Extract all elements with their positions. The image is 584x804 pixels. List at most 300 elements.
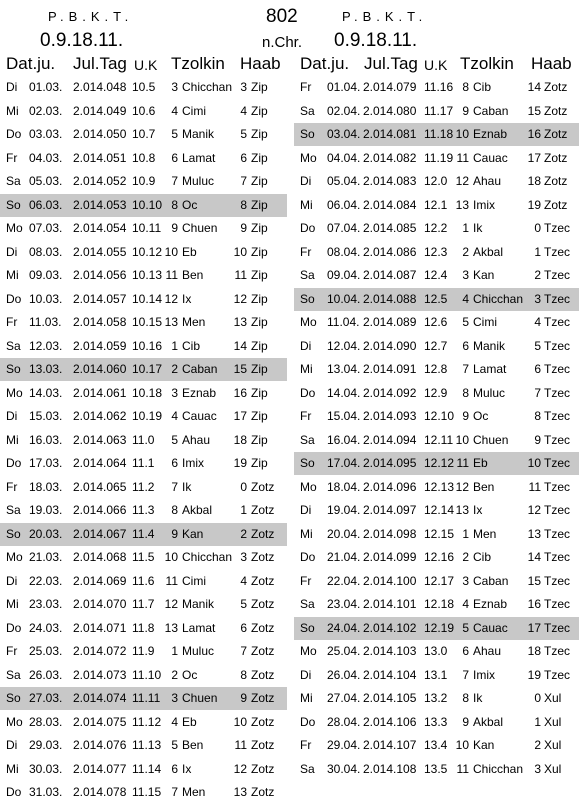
haab-name: Zip (251, 338, 268, 353)
date: 15.03. (29, 409, 63, 423)
date: 08.04. (327, 244, 361, 259)
uk-value: 10.18 (132, 385, 163, 400)
haab-name: Tzec (544, 526, 571, 541)
haab-number: 5 (240, 127, 247, 141)
uk-value: 12.19 (424, 620, 455, 635)
tzolkin-number: 4 (462, 597, 469, 611)
haab-name: Zip (251, 221, 268, 235)
uk-value: 11.19 (424, 150, 454, 165)
julian-day: 2.014.074 (73, 691, 127, 705)
julian-day: 2.014.059 (73, 338, 127, 353)
date: 15.04. (327, 409, 361, 423)
tzolkin-number: 6 (171, 456, 178, 470)
uk-value: 11.17 (424, 103, 454, 118)
haab-number: 0 (534, 691, 541, 705)
uk-value: 11.11 (132, 691, 161, 705)
uk-value: 10.11 (132, 221, 162, 235)
weekday: Do (6, 127, 22, 141)
julian-day: 2.014.095 (363, 456, 417, 470)
uk-value: 11.10 (132, 667, 162, 682)
tzolkin-name: Manik (473, 338, 506, 353)
tzolkin-name: Muluc (182, 174, 215, 188)
tzolkin-name: Eznab (473, 597, 508, 611)
haab-name: Zotz (251, 597, 275, 611)
left-calendar-row (0, 100, 287, 123)
tzolkin-number: 11 (456, 150, 469, 165)
date: 21.04. (327, 550, 361, 564)
tzolkin-name: Muluc (473, 385, 506, 400)
right-calendar-row (294, 311, 579, 334)
tzolkin-number: 1 (462, 221, 469, 235)
left-calendar-row (0, 194, 287, 217)
uk-value: 12.18 (424, 597, 455, 611)
haab-name: Xul (544, 761, 562, 776)
right-calendar-row (294, 711, 579, 734)
haab-name: Zotz (251, 738, 275, 752)
uk-value: 11.4 (132, 526, 155, 541)
uk-value: 12.3 (424, 244, 448, 259)
date: 11.03. (29, 315, 62, 329)
julian-day: 2.014.050 (73, 127, 127, 141)
tzolkin-number: 5 (462, 620, 469, 635)
tzolkin-number: 10 (164, 244, 178, 259)
haab-number: 8 (534, 409, 541, 423)
right-col-header-uk: U.K (424, 57, 448, 73)
date: 01.03. (29, 80, 63, 94)
weekday: Mo (300, 644, 317, 658)
left-calendar-row (0, 382, 287, 405)
date: 16.04. (327, 432, 361, 447)
julian-day: 2.014.097 (363, 503, 417, 517)
weekday: Do (300, 550, 316, 564)
date: 27.04. (327, 691, 361, 705)
haab-number: 0 (534, 221, 541, 235)
year: 802 (266, 6, 298, 27)
date: 11.04. (327, 315, 360, 329)
date: 19.03. (29, 503, 63, 517)
haab-number: 7 (534, 385, 541, 400)
weekday: Fr (6, 479, 18, 494)
tzolkin-number: 13 (164, 620, 178, 635)
haab-name: Xul (544, 738, 562, 752)
haab-number: 10 (527, 456, 541, 470)
date: 23.04. (327, 597, 361, 611)
tzolkin-number: 8 (171, 503, 178, 517)
haab-name: Tzec (544, 221, 571, 235)
tzolkin-number: 4 (462, 291, 469, 306)
tzolkin-name: Eb (473, 456, 488, 470)
uk-value: 10.14 (132, 291, 163, 306)
tzolkin-name: Muluc (182, 644, 215, 658)
tzolkin-name: Eznab (182, 385, 217, 400)
haab-number: 2 (534, 738, 541, 752)
julian-day: 2.014.091 (363, 362, 417, 376)
julian-day: 2.014.056 (73, 268, 127, 282)
uk-value: 11.5 (132, 550, 155, 564)
tzolkin-name: Eb (182, 714, 197, 729)
haab-name: Zotz (251, 644, 275, 658)
julian-day: 2.014.069 (73, 573, 127, 588)
haab-name: Zotz (544, 103, 568, 118)
haab-name: Zotz (544, 150, 568, 165)
julian-day: 2.014.101 (363, 597, 417, 611)
tzolkin-number: 7 (462, 362, 469, 376)
left-calendar-row (0, 758, 287, 781)
right-calendar-row (294, 335, 579, 358)
date: 12.04. (327, 338, 361, 353)
tzolkin-name: Cimi (182, 573, 206, 588)
haab-name: Zip (251, 197, 268, 212)
left-calendar-row (0, 335, 287, 358)
julian-day: 2.014.066 (73, 503, 127, 517)
julian-day: 2.014.072 (73, 644, 127, 658)
haab-number: 3 (240, 80, 247, 94)
tzolkin-name: Men (182, 315, 206, 329)
weekday: Sa (300, 268, 315, 282)
date: 04.04. (327, 150, 361, 165)
uk-value: 10.19 (132, 409, 163, 423)
left-long-count: 0.9.18.11. (40, 30, 124, 51)
haab-number: 11 (234, 738, 247, 752)
date: 09.04. (327, 268, 361, 282)
uk-value: 11.0 (132, 432, 155, 447)
haab-name: Zip (251, 315, 268, 329)
date: 10.03. (29, 291, 63, 306)
right-long-count: 0.9.18.11. (334, 30, 418, 51)
haab-number: 9 (240, 691, 247, 705)
tzolkin-name: Ik (473, 691, 483, 705)
tzolkin-number: 7 (462, 667, 469, 682)
left-calendar-row (0, 452, 287, 475)
tzolkin-number: 2 (462, 550, 469, 564)
julian-day: 2.014.049 (73, 103, 127, 118)
haab-number: 9 (534, 432, 541, 447)
left-calendar-row (0, 523, 287, 546)
tzolkin-number: 9 (171, 526, 178, 541)
uk-value: 11.12 (132, 714, 162, 729)
date: 28.04. (327, 714, 361, 729)
tzolkin-name: Cimi (182, 103, 206, 118)
haab-number: 12 (527, 503, 541, 517)
julian-day: 2.014.080 (363, 103, 417, 118)
haab-name: Zotz (251, 503, 275, 517)
uk-value: 12.15 (424, 526, 455, 541)
julian-day: 2.014.088 (363, 291, 417, 306)
weekday: Mo (300, 315, 317, 329)
julian-day: 2.014.063 (73, 432, 127, 447)
weekday: Sa (6, 503, 21, 517)
haab-number: 1 (240, 503, 247, 517)
julian-day: 2.014.073 (73, 667, 127, 682)
weekday: Do (6, 456, 22, 470)
uk-value: 10.16 (132, 338, 163, 353)
date: 20.03. (29, 526, 63, 541)
right-calendar-row (294, 241, 579, 264)
right-col-header-tzolkin: Tzolkin (460, 54, 514, 73)
haab-name: Zotz (544, 127, 568, 141)
haab-name: Zotz (544, 80, 568, 94)
weekday: Sa (300, 761, 315, 776)
left-calendar-row (0, 264, 287, 287)
right-calendar-row (294, 523, 579, 546)
uk-value: 13.5 (424, 761, 448, 776)
weekday: Di (300, 174, 312, 188)
tzolkin-number: 12 (164, 597, 178, 611)
tzolkin-name: Imix (473, 197, 495, 212)
right-col-header-day: Dat.ju. (300, 54, 350, 73)
date: 08.03. (29, 244, 63, 259)
haab-name: Zip (251, 362, 268, 376)
uk-value: 10.13 (132, 268, 163, 282)
tzolkin-name: Cib (473, 80, 492, 94)
weekday: So (300, 620, 315, 635)
haab-number: 1 (534, 244, 541, 259)
date: 24.04. (327, 620, 361, 635)
haab-name: Zip (251, 268, 268, 282)
right-calendar-row (294, 452, 579, 475)
tzolkin-name: Eb (182, 244, 197, 259)
tzolkin-name: Caban (473, 103, 509, 118)
date: 28.03. (29, 714, 63, 729)
tzolkin-name: Chuen (473, 432, 509, 447)
weekday: Mo (6, 385, 23, 400)
weekday: Mi (300, 691, 313, 705)
left-calendar-row (0, 476, 287, 499)
uk-value: 12.11 (424, 432, 454, 447)
haab-number: 4 (240, 103, 247, 118)
tzolkin-number: 2 (171, 667, 178, 682)
julian-day: 2.014.103 (363, 644, 417, 658)
date: 07.03. (29, 221, 63, 235)
julian-day: 2.014.058 (73, 315, 127, 329)
haab-name: Zip (251, 291, 268, 306)
date: 02.04. (327, 103, 361, 118)
weekday: Do (300, 714, 316, 729)
tzolkin-number: 4 (171, 409, 178, 423)
weekday: Sa (6, 338, 21, 353)
tzolkin-number: 6 (171, 150, 178, 165)
left-calendar-row (0, 617, 287, 640)
haab-number: 5 (240, 597, 247, 611)
tzolkin-name: Kan (473, 268, 495, 282)
haab-number: 15 (527, 103, 541, 118)
tzolkin-name: Chicchan (473, 291, 524, 306)
left-calendar-row (0, 570, 287, 593)
haab-number: 10 (233, 244, 247, 259)
right-calendar-row (294, 758, 579, 781)
left-pbkt-label: P.B.K.T. (48, 9, 134, 24)
right-calendar-row (294, 170, 579, 193)
date: 09.03. (29, 268, 63, 282)
left-calendar-row (0, 429, 287, 452)
weekday: Di (300, 503, 312, 517)
tzolkin-number: 11 (456, 456, 469, 470)
haab-number: 18 (527, 174, 541, 188)
uk-value: 11.15 (132, 785, 162, 799)
tzolkin-name: Ahau (473, 174, 502, 188)
haab-number: 17 (527, 150, 541, 165)
weekday: Do (300, 385, 316, 400)
weekday: Di (6, 409, 18, 423)
julian-day: 2.014.082 (363, 150, 417, 165)
tzolkin-name: Cauac (473, 620, 508, 635)
date: 10.04. (327, 291, 361, 306)
haab-number: 1 (534, 714, 541, 729)
haab-number: 3 (240, 550, 247, 564)
weekday: So (300, 456, 315, 470)
haab-number: 6 (240, 150, 247, 165)
julian-day: 2.014.085 (363, 221, 417, 235)
right-calendar-row (294, 429, 579, 452)
weekday: Sa (300, 597, 315, 611)
haab-number: 12 (233, 291, 247, 306)
julian-day: 2.014.060 (73, 362, 127, 376)
tzolkin-name: Chicchan (182, 80, 233, 94)
tzolkin-number: 9 (171, 221, 178, 235)
tzolkin-number: 10 (455, 432, 469, 447)
haab-name: Xul (544, 691, 562, 705)
left-col-header-haab: Haab (240, 54, 281, 73)
date: 02.03. (29, 103, 63, 118)
tzolkin-name: Ix (182, 761, 192, 776)
tzolkin-number: 5 (462, 315, 469, 329)
haab-number: 13 (527, 526, 541, 541)
tzolkin-name: Ben (473, 479, 495, 494)
right-calendar-row (294, 640, 579, 663)
haab-number: 6 (240, 620, 247, 635)
uk-value: 10.6 (132, 103, 156, 118)
date: 03.04. (327, 127, 361, 141)
weekday: Do (6, 620, 22, 635)
julian-day: 2.014.087 (363, 268, 417, 282)
uk-value: 12.5 (424, 291, 448, 306)
julian-day: 2.014.079 (363, 80, 417, 94)
date: 22.03. (29, 573, 63, 588)
weekday: Mi (300, 197, 313, 212)
date: 14.04. (327, 385, 361, 400)
julian-day: 2.014.096 (363, 479, 417, 494)
tzolkin-name: Lamat (473, 362, 507, 376)
haab-number: 9 (240, 221, 247, 235)
left-col-header-jul: Jul.Tag (73, 54, 127, 73)
uk-value: 10.17 (132, 362, 163, 376)
tzolkin-number: 7 (171, 174, 178, 188)
tzolkin-number: 12 (455, 479, 469, 494)
weekday: Do (6, 291, 22, 306)
left-calendar-row (0, 76, 287, 99)
haab-number: 4 (534, 315, 541, 329)
uk-value: 12.17 (424, 573, 455, 588)
uk-value: 12.7 (424, 338, 448, 353)
tzolkin-number: 11 (165, 573, 178, 588)
julian-day: 2.014.081 (363, 127, 417, 141)
julian-day: 2.014.099 (363, 550, 417, 564)
tzolkin-name: Men (182, 785, 206, 799)
haab-name: Tzec (544, 315, 571, 329)
date: 03.03. (29, 127, 63, 141)
weekday: Do (6, 785, 22, 799)
left-calendar-row (0, 546, 287, 569)
julian-day: 2.014.084 (363, 197, 417, 212)
haab-name: Zip (251, 103, 268, 118)
right-col-header-jul: Jul.Tag (364, 54, 418, 73)
right-pbkt-label: P.B.K.T. (342, 9, 428, 24)
tzolkin-number: 3 (171, 80, 178, 94)
tzolkin-number: 5 (171, 432, 178, 447)
weekday: Mi (6, 268, 19, 282)
haab-number: 10 (233, 714, 247, 729)
tzolkin-name: Oc (473, 409, 489, 423)
date: 27.03. (29, 691, 63, 705)
julian-day: 2.014.068 (73, 550, 127, 564)
haab-number: 14 (527, 80, 541, 94)
julian-day: 2.014.071 (73, 620, 127, 635)
right-calendar-row (294, 499, 579, 522)
haab-number: 12 (233, 761, 247, 776)
tzolkin-name: Kan (182, 526, 204, 541)
haab-number: 2 (534, 268, 541, 282)
julian-day: 2.014.076 (73, 738, 127, 752)
uk-value: 12.9 (424, 385, 448, 400)
right-calendar-row (294, 593, 579, 616)
julian-day: 2.014.102 (363, 620, 417, 635)
haab-number: 11 (234, 268, 247, 282)
haab-name: Zip (251, 174, 268, 188)
weekday: Mi (300, 526, 313, 541)
weekday: Sa (300, 432, 315, 447)
tzolkin-number: 3 (462, 268, 469, 282)
haab-name: Tzec (544, 644, 571, 658)
weekday: Sa (6, 174, 21, 188)
tzolkin-name: Cimi (473, 315, 497, 329)
julian-day: 2.014.053 (73, 197, 127, 212)
haab-name: Zip (251, 244, 268, 259)
right-calendar-row (294, 476, 579, 499)
date: 01.04. (327, 80, 361, 94)
uk-value: 13.2 (424, 691, 448, 705)
weekday: Mi (300, 362, 313, 376)
right-calendar-row (294, 734, 579, 757)
date: 04.03. (29, 150, 63, 165)
haab-name: Zotz (251, 667, 275, 682)
tzolkin-number: 6 (462, 338, 469, 353)
tzolkin-number: 13 (164, 315, 178, 329)
uk-value: 11.7 (132, 597, 155, 611)
haab-number: 14 (527, 550, 541, 564)
right-calendar-row (294, 147, 579, 170)
haab-number: 16 (527, 127, 541, 141)
left-calendar-row (0, 499, 287, 522)
date: 20.04. (327, 526, 361, 541)
date: 30.03. (29, 761, 63, 776)
tzolkin-number: 12 (164, 291, 178, 306)
haab-number: 7 (240, 174, 247, 188)
julian-day: 2.014.057 (73, 291, 127, 306)
tzolkin-number: 5 (171, 127, 178, 141)
tzolkin-number: 3 (462, 573, 469, 588)
date: 29.03. (29, 738, 63, 752)
date: 18.04. (327, 479, 361, 494)
tzolkin-number: 7 (171, 785, 178, 799)
julian-day: 2.014.075 (73, 714, 127, 729)
right-calendar-row (294, 664, 579, 687)
weekday: So (300, 127, 315, 141)
tzolkin-number: 9 (462, 409, 469, 423)
tzolkin-number: 2 (462, 244, 469, 259)
tzolkin-name: Ik (182, 479, 192, 494)
date: 31.03. (29, 785, 63, 799)
haab-name: Tzec (544, 479, 571, 494)
